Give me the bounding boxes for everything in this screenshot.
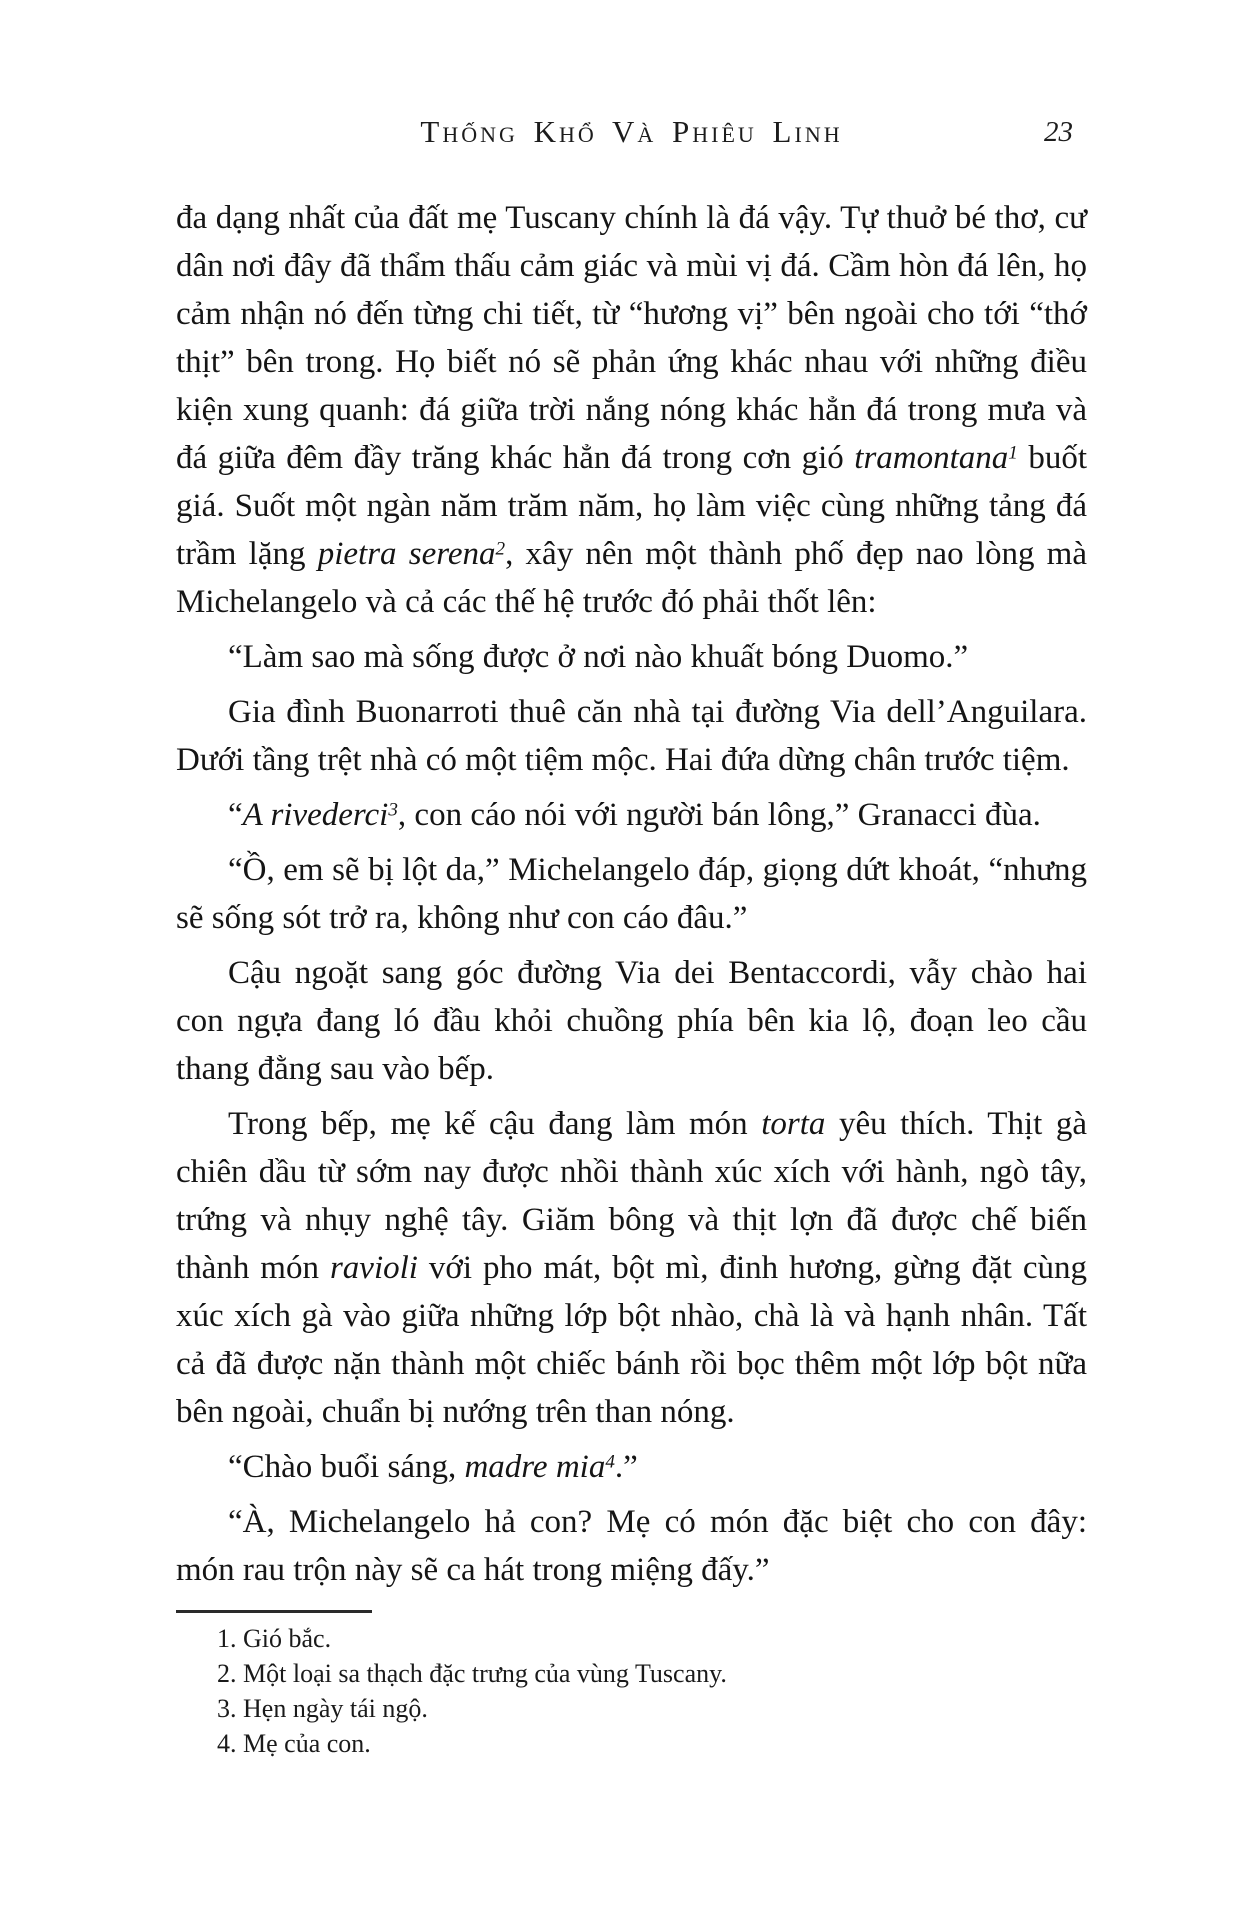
text-run: “Chào buổi sáng, xyxy=(228,1449,465,1485)
text-run-italic: torta xyxy=(761,1106,826,1142)
text-run: Gia đình Buonarroti thuê căn nhà tại đường Via dell’Anguilara. Dưới tầng trệt nhà có một tiệm mộc. Hai đứa dừng chân trước tiệm. xyxy=(176,694,1087,778)
paragraph xyxy=(176,194,1087,626)
paragraph xyxy=(176,1100,1087,1436)
text-run: “ xyxy=(228,797,243,833)
footnote-ref: 1 xyxy=(1008,442,1018,464)
text-run: “Làm sao mà sống được ở nơi nào khuất bóng Duomo.” xyxy=(228,639,969,675)
footnote-ref: 2 xyxy=(495,538,506,560)
text-run: với pho mát, bột mì, đinh hương, gừng đặt cùng xúc xích gà vào giữa những lớp bột nhào, chà là và hạnh nhân. Tất cả đã được nặn thành một chiếc bánh rồi bọc thêm một lớp bột nữa bên ngoài, chuẩn bị nướng trên than nóng. xyxy=(176,1250,1087,1430)
footnote-list xyxy=(176,1621,1087,1761)
paragraph xyxy=(176,1443,1087,1491)
text-run: Trong bếp, mẹ kế cậu đang làm món xyxy=(228,1106,762,1142)
body-text xyxy=(176,194,1087,1594)
text-run: “À, Michelangelo hả con? Mẹ có món đặc biệt cho con đây: món rau trộn này sẽ ca hát trong miệng đấy.” xyxy=(176,1504,1087,1588)
text-run-italic: madre mia xyxy=(464,1449,606,1485)
paragraph xyxy=(176,949,1087,1093)
text-run: .” xyxy=(614,1449,638,1485)
text-run-italic: ravioli xyxy=(329,1250,418,1286)
text-run-italic: pietra serena xyxy=(317,536,496,572)
text-run-italic: A rivederci xyxy=(242,797,389,833)
footnote-rule xyxy=(176,1610,372,1613)
paragraph xyxy=(176,633,1087,681)
text-run: Cậu ngoặt sang góc đường Via dei Bentaccordi, vẫy chào hai con ngựa đang ló đầu khỏi chuồng phía bên kia lộ, đoạn leo cầu thang đằng sau vào bếp. xyxy=(176,955,1087,1087)
paragraph xyxy=(176,791,1087,839)
footnote: 4. Mẹ của con. xyxy=(217,1729,371,1758)
footnote-ref: 4 xyxy=(605,1451,615,1473)
text-run: , con cáo nói với người bán lông,” Granacci đùa. xyxy=(397,797,1041,833)
text-run: , xây nên một thành phố đẹp nao lòng mà Michelangelo và cả các thế hệ trước đó phải thốt lên: xyxy=(176,536,1087,620)
page-header xyxy=(176,112,1087,154)
footnotes xyxy=(176,1610,1087,1761)
text-run: buốt giá. Suốt một ngàn năm trăm năm, họ làm việc cùng những tảng đá trầm lặng xyxy=(176,440,1087,572)
footnote: 3. Hẹn ngày tái ngộ. xyxy=(217,1694,428,1723)
running-title: Thống Khổ Và Phiêu Linh xyxy=(420,114,843,149)
footnote-ref: 3 xyxy=(388,799,398,821)
footnote: 1. Gió bắc. xyxy=(217,1624,332,1653)
paragraph xyxy=(176,846,1087,942)
paragraph xyxy=(176,688,1087,784)
footnote: 2. Một loại sa thạch đặc trưng của vùng Tuscany. xyxy=(217,1659,727,1688)
text-run: “Ồ, em sẽ bị lột da,” Michelangelo đáp, giọng dứt khoát, “nhưng sẽ sống sót trở ra, không như con cáo đâu.” xyxy=(176,852,1087,936)
text-run: yêu thích. Thịt gà chiên dầu từ sớm nay được nhồi thành xúc xích với hành, ngò tây, trứng và nhụy nghệ tây. Giăm bông và thịt lợn đã được chế biến thành món xyxy=(176,1106,1087,1286)
paragraph xyxy=(176,1498,1087,1594)
text-run: đa dạng nhất của đất mẹ Tuscany chính là đá vậy. Tự thuở bé thơ, cư dân nơi đây đã thẩm thấu cảm giác và mùi vị đá. Cầm hòn đá lên, họ cảm nhận nó đến từng chi tiết, từ “hương vị” bên ngoài cho tới “thớ thịt” bên trong. Họ biết nó sẽ phản ứng khác nhau với những điều kiện xung quanh: đá giữa trời nắng nóng khác hẳn đá trong mưa và đá giữa đêm đầy trăng khác hẳn đá trong cơn gió xyxy=(176,200,1087,476)
text-run-italic: tramontana xyxy=(854,440,1009,476)
page-number: 23 xyxy=(1044,116,1073,148)
